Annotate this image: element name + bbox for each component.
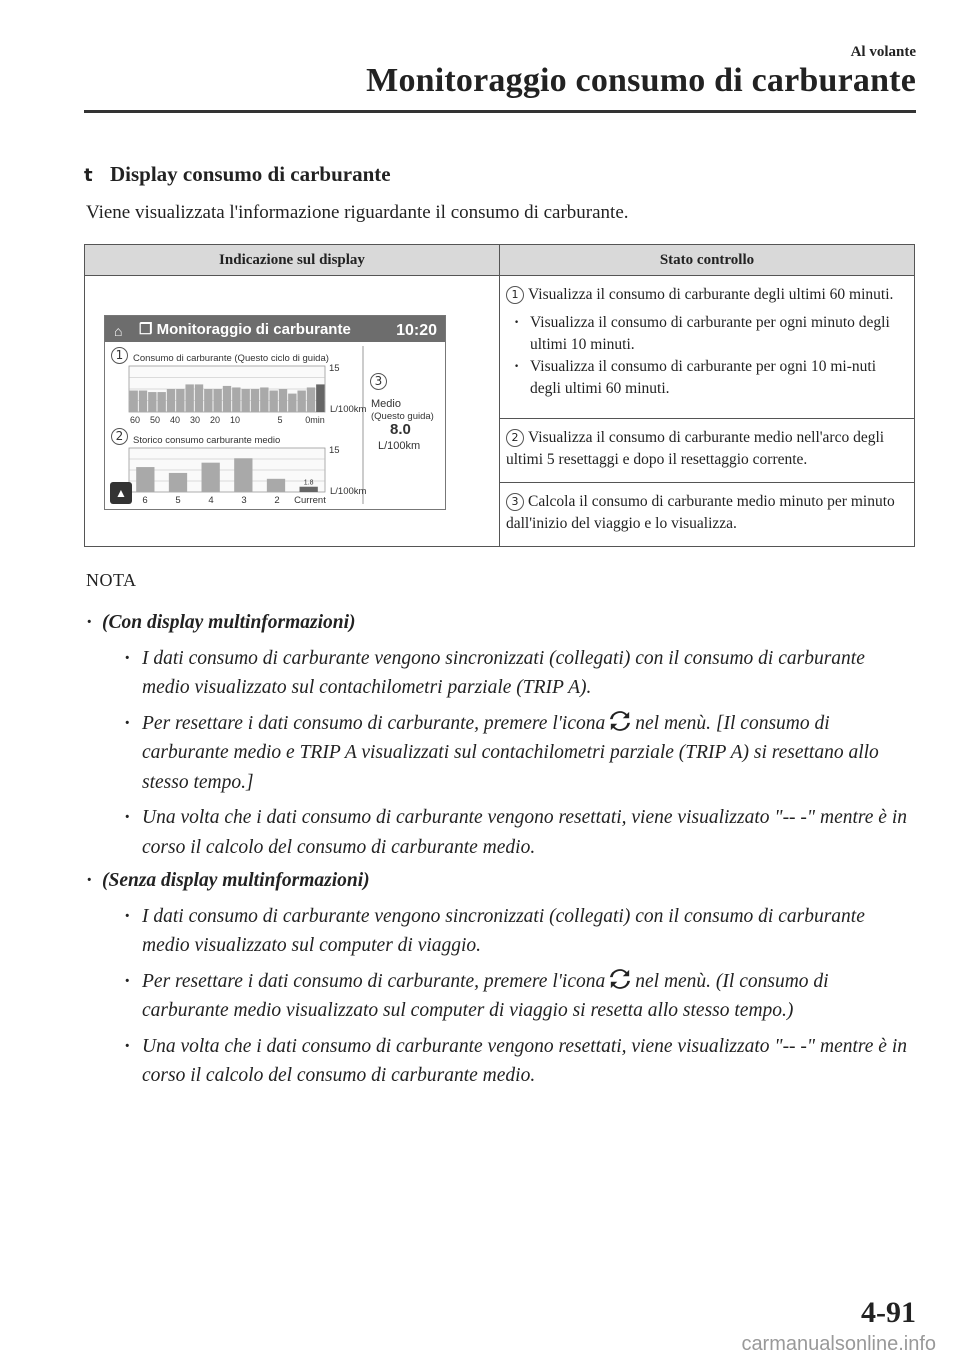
spec-table: [84, 244, 915, 547]
chart1-tick-label: 40: [169, 415, 181, 425]
chart1-tick-label: 30: [189, 415, 201, 425]
scroll-up-button[interactable]: ▲: [110, 482, 132, 504]
row-1-text: Visualizza il consumo di carburante degli ultimi 60 minuti.: [528, 286, 894, 303]
avg-unit: L/100km: [378, 440, 421, 452]
chart1-bar: [269, 391, 277, 412]
chart2-tick-label: 3: [241, 495, 247, 506]
screen-illustration-cell: [85, 276, 500, 547]
chart2-bar: [202, 463, 220, 492]
chart1-bar: [260, 387, 268, 412]
chart1-bar: [204, 389, 212, 412]
chart1-bar: [185, 384, 193, 412]
table-header-status: Stato controllo: [500, 245, 915, 276]
chart2-tick-label: 2: [274, 495, 280, 506]
status-row-3: [500, 482, 915, 546]
chart2-bar: [169, 473, 187, 492]
chart2-bar: [267, 479, 285, 492]
intro-text: Viene visualizzata l'informazione riguardante il consumo di carburante.: [86, 202, 629, 223]
row-number-3: 3: [506, 493, 524, 511]
chart1-bar: [176, 389, 184, 412]
note-2-2-post: nel menù. (Il consumo di carburante medio visualizzato sul computer di viaggio si resetta allo stesso tempo.): [142, 970, 829, 1021]
row-number-2: 2: [506, 429, 524, 447]
chart1-ymax: 15: [329, 363, 340, 374]
note-2-1: · I dati consumo di carburante vengono sincronizzati (collegati) con il consumo di carburante medio visualizzato sul computer di viaggio.: [122, 902, 916, 961]
chart1-tick-label: 10: [229, 415, 241, 425]
chart1-tick-label: 50: [149, 415, 161, 425]
chart1-tick-label: 5: [277, 415, 283, 425]
chart1-bar: [223, 386, 231, 412]
note-1-2-post: nel menù. [Il consumo di carburante medio e TRIP A visualizzati sul contachilometri parziale (TRIP A) si resettano allo stesso tempo.]: [142, 712, 879, 793]
avg-sub: (Questo guida): [371, 411, 434, 422]
screen-title: ❐ Monitoraggio di carburante: [139, 321, 351, 338]
row-number-1: 1: [506, 286, 524, 304]
section-bullet-icon: t: [84, 165, 93, 186]
row-3-text: Calcola il consumo di carburante medio minuto per minuto dall'inizio del viaggio e lo visualizza.: [506, 492, 895, 532]
chart1-bar: [288, 394, 296, 412]
page-title: Monitoraggio consumo di carburante: [366, 62, 916, 99]
chart2-tick-label: 5: [175, 495, 181, 506]
note-1-3: · Una volta che i dati consumo di carburante vengono resettati, viene visualizzato "-- -" mentre è in corso il calcolo del consumo di carburante medio.: [122, 803, 916, 862]
note-2-2-pre: Per resettare i dati consumo di carburante, premere l'icona: [142, 970, 606, 992]
chart1-unit: L/100km: [330, 404, 367, 415]
chart1-bar: [213, 389, 221, 412]
chart2-bar: [300, 487, 318, 492]
screen-clock: 10:20: [396, 322, 437, 339]
chart1-bar: [148, 392, 156, 412]
note-1-2-pre: Per resettare i dati consumo di carburante, premere l'icona: [142, 712, 606, 734]
chart1-bar: [297, 391, 305, 412]
note-1-2: [122, 709, 916, 798]
chart2-bar: [136, 467, 154, 492]
chart1-bar: [316, 384, 324, 412]
chart1-bar: [167, 389, 175, 412]
note-2-2: [122, 967, 916, 1026]
chart2-title: Storico consumo carburante medio: [133, 435, 281, 446]
chart1-bar: [139, 391, 147, 412]
chart2-tick-label: 6: [142, 495, 148, 506]
chart1-bar: [195, 384, 203, 412]
callout-2: 2: [111, 428, 128, 445]
row-1-bullet-1: · Visualizza il consumo di carburante per ogni minuto degli ultimi 10 minuti.: [530, 312, 908, 356]
nota-heading: NOTA: [86, 570, 137, 590]
reset-icon: [609, 968, 631, 990]
chart1-bar: [232, 387, 240, 412]
chart2-current-data-label: 1.8: [303, 479, 314, 487]
screen-title-text: Monitoraggio di carburante: [156, 321, 351, 338]
note-group-2-title: · (Senza display multinformazioni): [102, 870, 370, 891]
chart1-title: Consumo di carburante (Questo ciclo di guida): [133, 353, 329, 364]
display-screen: [104, 315, 446, 510]
reset-icon: [609, 710, 631, 732]
chart2-bar: [234, 458, 252, 492]
page-number: 4-91: [861, 1296, 916, 1329]
chart1-bar: [279, 389, 287, 412]
callout-3: 3: [370, 373, 387, 390]
header-rule: [84, 110, 916, 113]
chart2-ymax: 15: [329, 445, 340, 456]
chart1-tick-label: 60: [129, 415, 141, 425]
avg-value: 8.0: [390, 421, 411, 438]
chart1-bar: [129, 391, 137, 412]
note-2-3: · Una volta che i dati consumo di carburante vengono resettati, viene visualizzato "-- -" mentre è in corso il calcolo del consumo di carburante medio.: [122, 1032, 916, 1091]
chart1-bar: [241, 389, 249, 412]
note-group-2: [86, 866, 916, 1091]
row-2-text: Visualizza il consumo di carburante medio nell'arco degli ultimi 5 resettaggi e dopo il resettaggio corrente.: [506, 428, 885, 468]
watermark: carmanualsonline.info: [741, 1333, 936, 1355]
notes-list: [86, 604, 916, 1091]
table-header-display: Indicazione sul display: [85, 245, 500, 276]
section-title-text: Display consumo di carburante: [110, 162, 391, 186]
chart2-tick-label: Current: [294, 495, 326, 506]
note-group-1: [86, 608, 916, 862]
avg-label: Medio: [371, 398, 401, 410]
section-title: [84, 162, 391, 187]
chart1-bar: [157, 392, 165, 412]
chart2-tick-label: 4: [208, 495, 214, 506]
chart1-bar: [307, 387, 315, 412]
status-row-2: [500, 418, 915, 482]
header-section: Al volante: [850, 44, 916, 60]
chart2-unit: L/100km: [330, 486, 367, 497]
callout-1: 1: [111, 347, 128, 364]
chart1-tick-label: 20: [209, 415, 221, 425]
home-icon: ⌂: [114, 323, 123, 339]
row-1-bullet-2: · Visualizza il consumo di carburante per ogni 10 mi-nuti degli ultimi 60 minuti.: [530, 356, 908, 400]
note-group-1-title: · (Con display multinformazioni): [102, 612, 356, 633]
status-row-1: [500, 276, 915, 419]
chart1-tick-label: 0min: [305, 415, 325, 425]
note-1-1: · I dati consumo di carburante vengono sincronizzati (collegati) con il consumo di carburante medio visualizzato sul contachilometri parziale (TRIP A).: [122, 644, 916, 703]
chart1-bar: [251, 389, 259, 412]
